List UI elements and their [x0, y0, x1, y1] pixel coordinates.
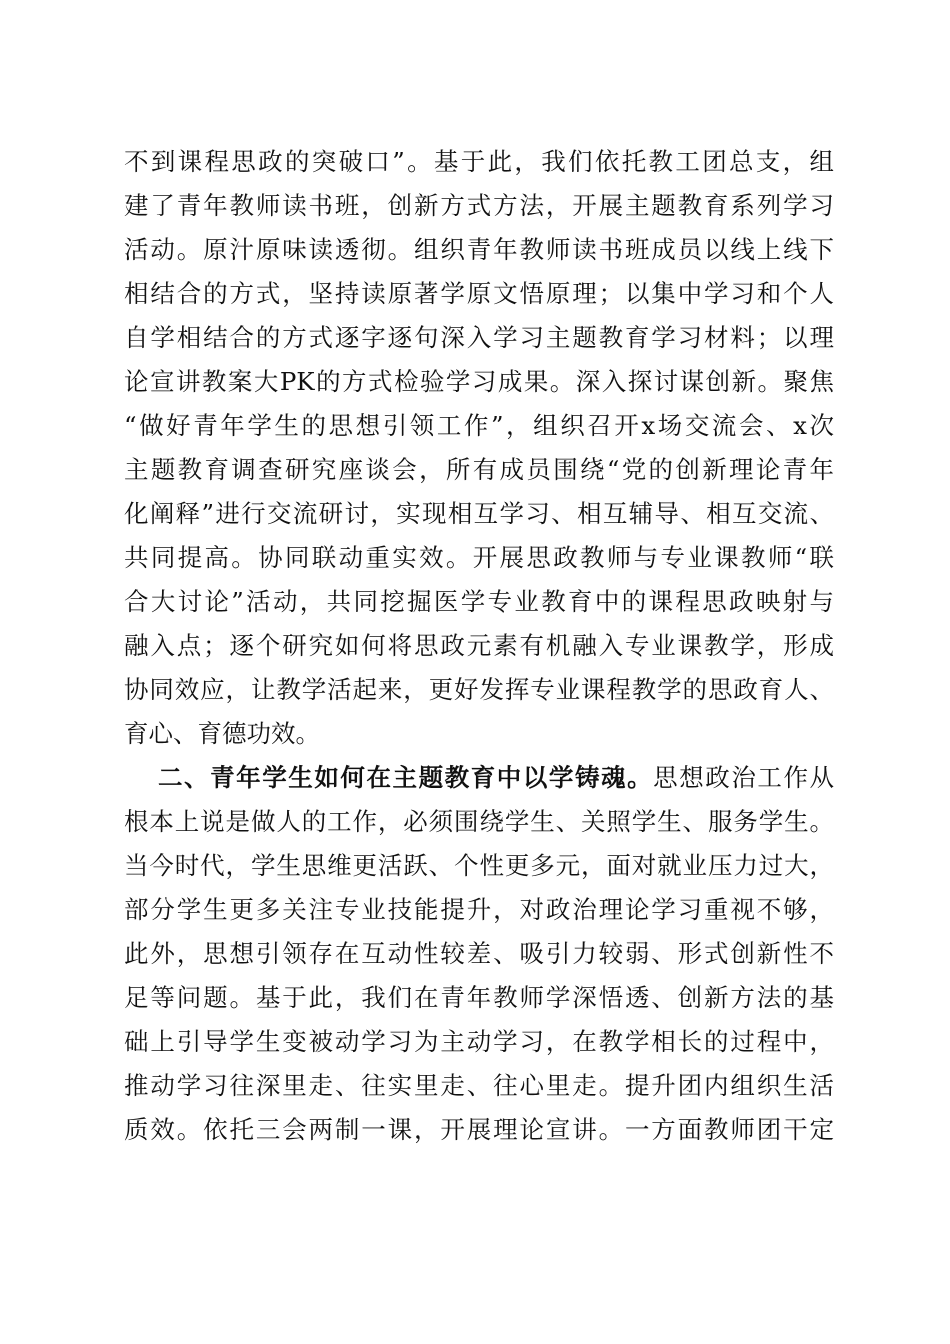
paragraph-line: 融入点；逐个研究如何将思政元素有机融入专业课教学，形成: [124, 631, 834, 660]
paragraph-line: 论宣讲教案大PK的方式检验学习成果。深入探讨谋创新。聚焦: [124, 367, 834, 396]
paragraph-line: 建了青年教师读书班，创新方式方法，开展主题教育系列学习: [124, 191, 834, 220]
paragraph-line: 协同效应，让教学活起来，更好发挥专业课程教学的思政育人、: [124, 675, 834, 704]
paragraph-line: 育心、育德功效。: [124, 719, 320, 748]
paragraph-line: 此外，思想引领存在互动性较差、吸引力较弱、形式创新性不: [124, 939, 834, 968]
paragraph-line: 化阐释”进行交流研讨，实现相互学习、相互辅导、相互交流、: [124, 499, 834, 528]
section-heading-line: [158, 758, 834, 798]
paragraph-line: 不到课程思政的突破口”。基于此，我们依托教工团总支，组: [124, 147, 834, 176]
paragraph-line: 推动学习往深里走、往实里走、往心里走。提升团内组织生活: [124, 1071, 834, 1100]
paragraph-line: 质效。依托三会两制一课，开展理论宣讲。一方面教师团干定: [124, 1115, 834, 1144]
paragraph-line: 根本上说是做人的工作，必须围绕学生、关照学生、服务学生。: [124, 807, 834, 836]
paragraph-line: 足等问题。基于此，我们在青年教师学深悟透、创新方法的基: [124, 983, 834, 1012]
paragraph-line: “做好青年学生的思想引领工作”，组织召开x场交流会、x次: [124, 411, 834, 440]
paragraph-line: 自学相结合的方式逐字逐句深入学习主题教育学习材料；以理: [124, 323, 834, 352]
paragraph-line: 部分学生更多关注专业技能提升，对政治理论学习重视不够，: [124, 895, 834, 924]
paragraph-line: 相结合的方式，坚持读原著学原文悟原理；以集中学习和个人: [124, 279, 834, 308]
section-heading-rest: 思想政治工作从: [653, 763, 834, 792]
paragraph-line: 当今时代，学生思维更活跃、个性更多元，面对就业压力过大，: [124, 851, 834, 880]
section-heading: 二、青年学生如何在主题教育中以学铸魂。: [158, 763, 654, 792]
paragraph-line: 共同提高。协同联动重实效。开展思政教师与专业课教师“联: [124, 543, 834, 572]
paragraph-line: 础上引导学生变被动学习为主动学习，在教学相长的过程中，: [124, 1027, 834, 1056]
paragraph-line: 活动。原汁原味读透彻。组织青年教师读书班成员以线上线下: [124, 235, 834, 264]
paragraph-line: 合大讨论”活动，共同挖掘医学专业教育中的课程思政映射与: [124, 587, 834, 616]
paragraph-line: 主题教育调查研究座谈会，所有成员围绕“党的创新理论青年: [124, 455, 834, 484]
